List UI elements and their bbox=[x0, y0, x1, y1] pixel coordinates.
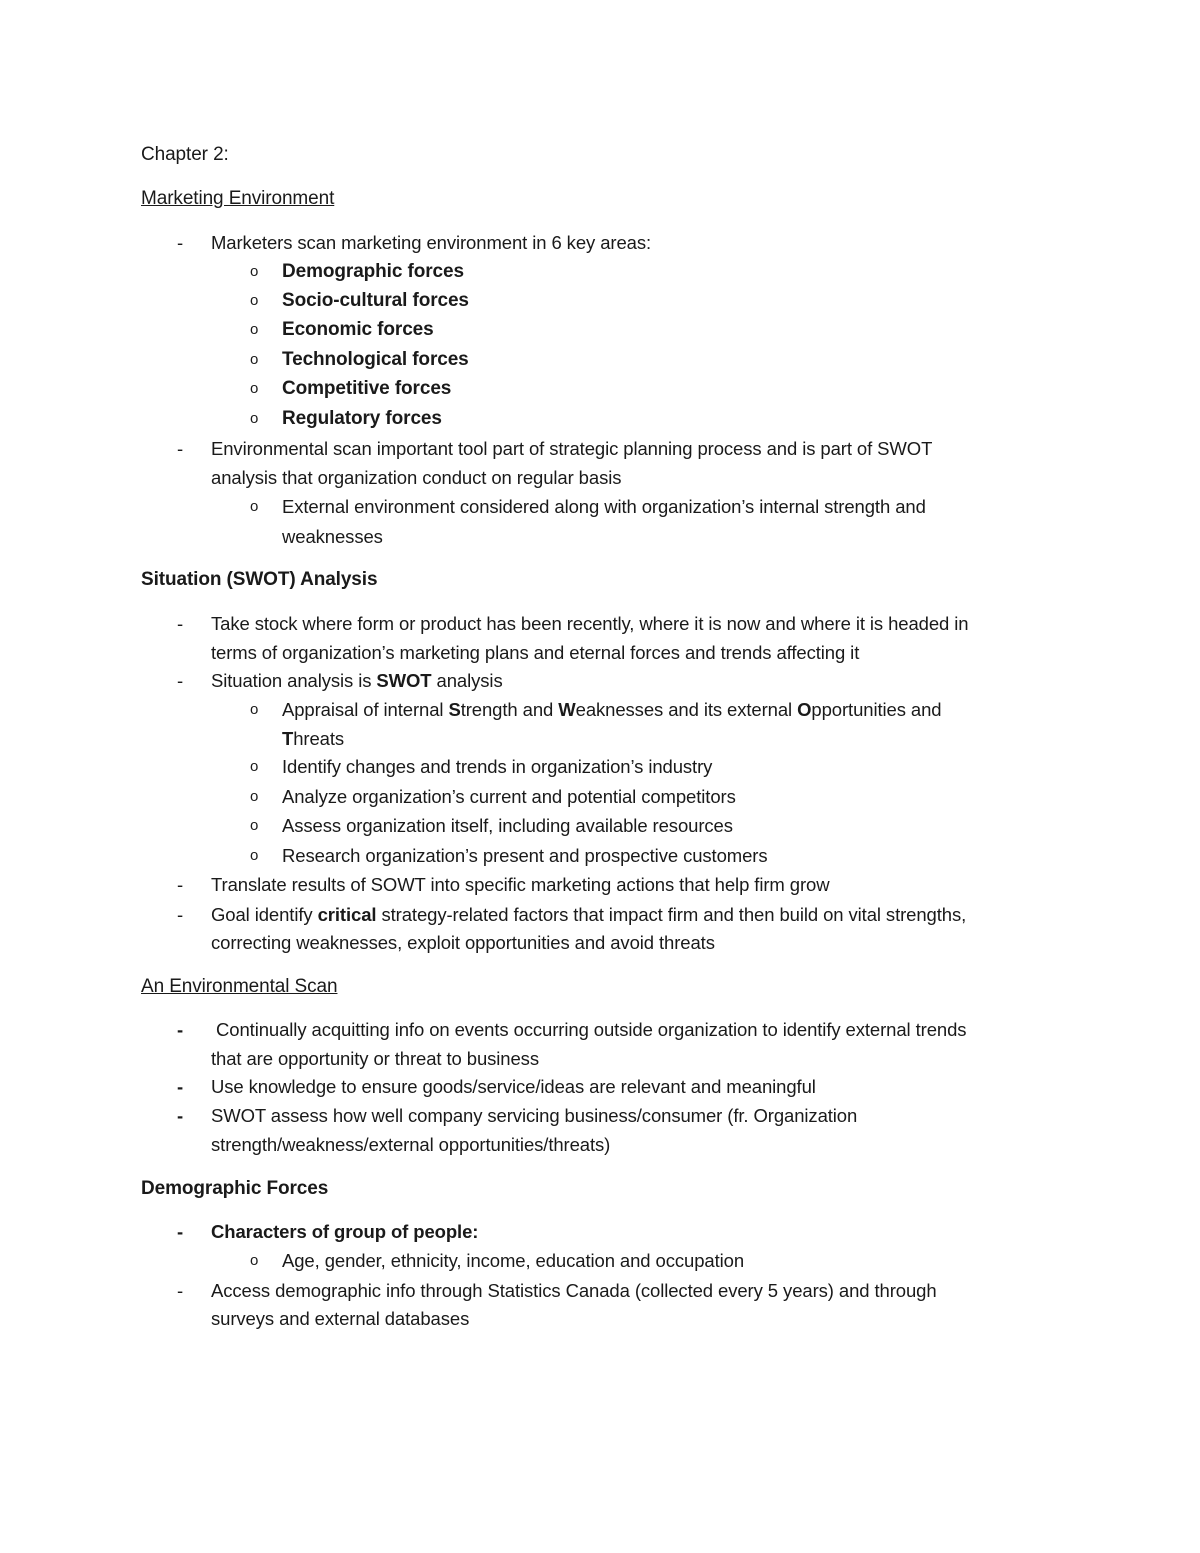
sub-bullet-text: Identify changes and trends in organization’s industry bbox=[282, 756, 713, 777]
circle-marker: o bbox=[250, 847, 259, 864]
dash-marker: - bbox=[177, 1076, 184, 1097]
circle-marker: o bbox=[250, 1252, 259, 1269]
sub-bullet-text: Age, gender, ethnicity, income, education and occupation bbox=[282, 1250, 745, 1271]
dash-marker: - bbox=[177, 613, 184, 634]
sub-bullet-text: External environment considered along with organization’s internal strength and bbox=[282, 496, 926, 517]
bullet-text: correcting weaknesses, exploit opportunities and avoid threats bbox=[211, 932, 715, 953]
bullet-text: that are opportunity or threat to business bbox=[211, 1048, 539, 1069]
bullet-text: Marketers scan marketing environment in 6 key areas: bbox=[211, 232, 652, 253]
sub-bullet-text: Threats bbox=[282, 728, 345, 749]
circle-marker: o bbox=[250, 292, 259, 309]
bullet-text: Goal identify critical strategy-related factors that impact firm and then build on vital strengths, bbox=[211, 904, 967, 925]
dash-marker: - bbox=[177, 1105, 184, 1126]
circle-marker: o bbox=[250, 817, 259, 834]
force-label: Technological forces bbox=[282, 349, 469, 370]
circle-marker: o bbox=[250, 701, 259, 718]
dash-marker: - bbox=[177, 874, 184, 895]
emphasis-critical: critical bbox=[317, 904, 377, 925]
bullet-text: Continually acquitting info on events occurring outside organization to identify external trends bbox=[211, 1019, 967, 1040]
circle-marker: o bbox=[250, 410, 259, 427]
force-label: Economic forces bbox=[282, 319, 434, 340]
bullet-text: SWOT assess how well company servicing business/consumer (fr. Organization bbox=[211, 1105, 858, 1126]
dash-marker: - bbox=[177, 904, 184, 925]
dash-marker: - bbox=[177, 232, 184, 253]
bullet-text: Environmental scan important tool part of strategic planning process and is part of SWOT bbox=[211, 438, 933, 459]
bullet-text: analysis that organization conduct on regular basis bbox=[211, 467, 622, 488]
bullet-text: surveys and external databases bbox=[211, 1308, 470, 1329]
sub-bullet-text: weaknesses bbox=[282, 526, 383, 547]
bullet-text: Situation analysis is SWOT analysis bbox=[211, 670, 503, 691]
bullet-text: Use knowledge to ensure goods/service/ideas are relevant and meaningful bbox=[211, 1076, 816, 1097]
heading-demographic-forces: Demographic Forces bbox=[141, 1178, 329, 1199]
bullet-text: terms of organization’s marketing plans and eternal forces and trends affecting it bbox=[211, 642, 860, 663]
dash-marker: - bbox=[177, 1221, 184, 1242]
circle-marker: o bbox=[250, 263, 259, 280]
bullet-text: Access demographic info through Statistics Canada (collected every 5 years) and through bbox=[211, 1280, 937, 1301]
bullet-text: Characters of group of people: bbox=[211, 1221, 479, 1242]
circle-marker: o bbox=[250, 380, 259, 397]
force-label: Competitive forces bbox=[282, 378, 452, 399]
dash-marker: - bbox=[177, 1019, 184, 1040]
circle-marker: o bbox=[250, 788, 259, 805]
circle-marker: o bbox=[250, 351, 259, 368]
bullet-text: Take stock where form or product has been recently, where it is now and where it is headed in bbox=[211, 613, 969, 634]
dash-marker: - bbox=[177, 1280, 184, 1301]
force-label: Demographic forces bbox=[282, 261, 464, 282]
emphasis-swot: SWOT bbox=[376, 670, 432, 691]
circle-marker: o bbox=[250, 758, 259, 775]
heading-marketing-environment: Marketing Environment bbox=[141, 188, 335, 209]
circle-marker: o bbox=[250, 321, 259, 338]
bullet-text: Translate results of SOWT into specific marketing actions that help firm grow bbox=[211, 874, 830, 895]
force-label: Socio-cultural forces bbox=[282, 290, 469, 311]
dash-marker: - bbox=[177, 670, 184, 691]
dash-marker: - bbox=[177, 438, 184, 459]
sub-bullet-text: Analyze organization’s current and potential competitors bbox=[282, 786, 736, 807]
bullet-text: strength/weakness/external opportunities/threats) bbox=[211, 1134, 611, 1155]
chapter-title: Chapter 2: bbox=[141, 144, 229, 165]
sub-bullet-text: Appraisal of internal Strength and Weaknesses and its external Opportunities and bbox=[282, 699, 942, 720]
heading-swot-analysis: Situation (SWOT) Analysis bbox=[141, 569, 378, 590]
heading-environmental-scan: An Environmental Scan bbox=[141, 976, 338, 997]
sub-bullet-text: Assess organization itself, including available resources bbox=[282, 815, 733, 836]
sub-bullet-text: Research organization’s present and prospective customers bbox=[282, 845, 768, 866]
circle-marker: o bbox=[250, 498, 259, 515]
force-label: Regulatory forces bbox=[282, 408, 442, 429]
